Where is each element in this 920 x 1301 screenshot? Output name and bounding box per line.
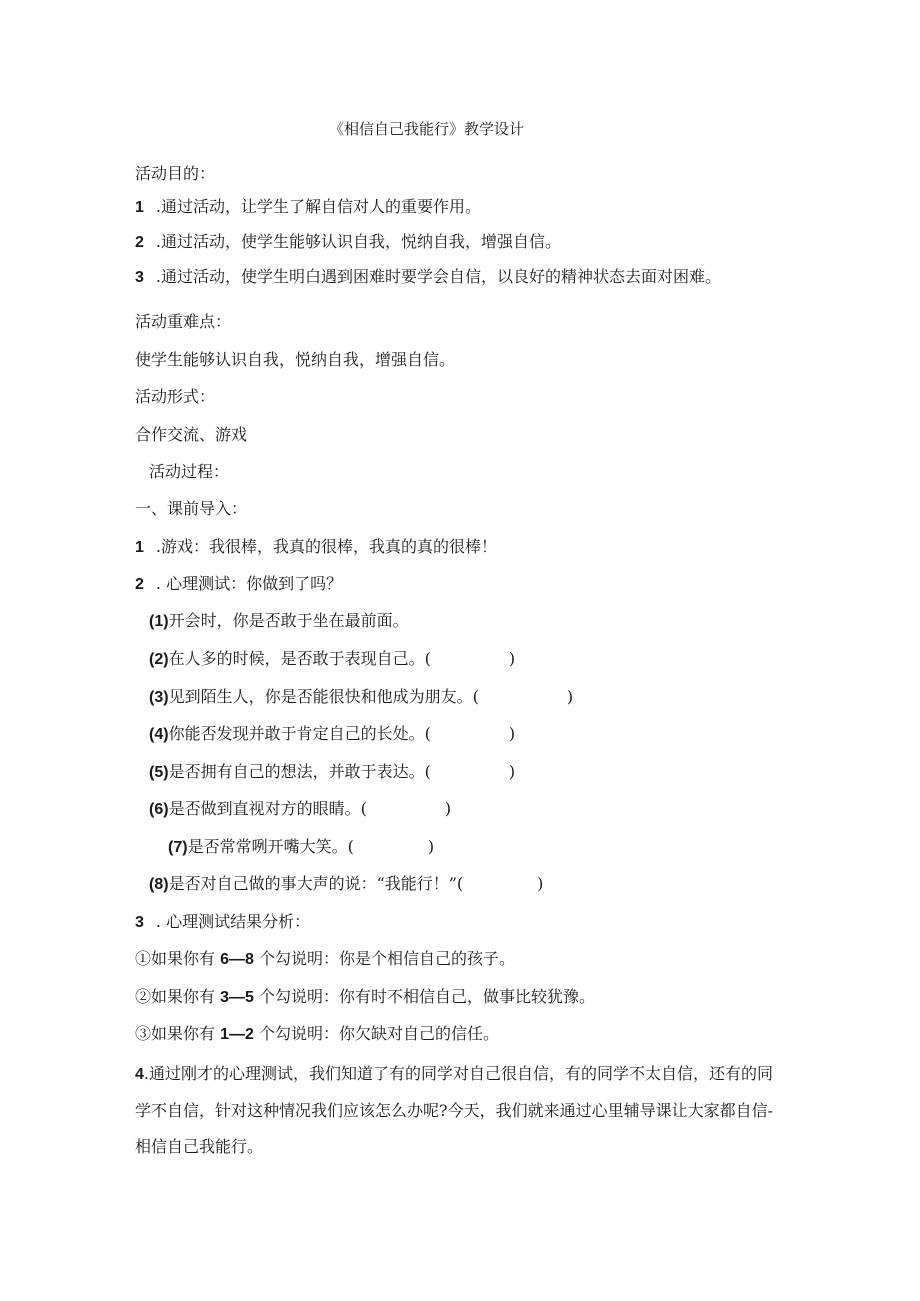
step-text: . 心理测试：你做到了吗？: [155, 574, 343, 593]
question-8: [149, 873, 543, 896]
result-mark: ②: [135, 987, 152, 1006]
question-number: (8): [149, 876, 169, 893]
question-text: 是否常常咧开嘴大笑。(: [187, 837, 354, 856]
answer-blank-close: ): [566, 687, 574, 706]
question-number: (5): [149, 764, 169, 781]
result-post: 个勾说明：你有时不相信自己，做事比较犹豫。: [253, 987, 595, 1006]
process-heading: 活动过程：: [149, 462, 230, 481]
result-post: 个勾说明：你是个相信自己的孩子。: [253, 949, 515, 968]
question-6: [149, 798, 451, 821]
question-1: [149, 610, 409, 633]
question-number: (4): [149, 726, 169, 743]
format-text: 合作交流、游戏: [135, 425, 248, 444]
result-2: [135, 986, 595, 1009]
question-text: 是否做到直视对方的眼睛。(: [168, 799, 367, 818]
section-1-heading: 一、课前导入：: [135, 499, 248, 518]
answer-blank-close: ): [508, 762, 516, 781]
question-number: (1): [149, 613, 169, 630]
key-points-text: 使学生能够认识自我，悦纳自我，增强自信。: [135, 350, 456, 369]
objective-text: .通过活动，使学生能够认识自我，悦纳自我，增强自信。: [155, 232, 561, 251]
document-title: 《相信自己我能行》教学设计: [329, 120, 525, 138]
question-number: (6): [149, 801, 169, 818]
question-text: 见到陌生人，你是否能很快和他成为朋友。(: [168, 687, 479, 706]
question-5: [149, 761, 515, 784]
step-number: 3: [135, 914, 144, 931]
objective-item-3: [135, 266, 721, 289]
question-text: 是否拥有自己的想法，并敢于表达。(: [168, 762, 431, 781]
question-number: (7): [168, 839, 188, 856]
step-text: .游戏：我很棒，我真的很棒，我真的真的很棒！: [155, 537, 497, 556]
result-pre: 如果你有: [151, 1024, 221, 1043]
question-4: [149, 723, 515, 746]
step-4-paragraph: [135, 1056, 775, 1165]
question-text: 你能否发现并敢于肯定自己的长处。(: [168, 724, 431, 743]
step-3: [135, 911, 310, 934]
question-number: (3): [149, 689, 169, 706]
objective-text: .通过活动，让学生了解自信对人的重要作用。: [155, 197, 481, 216]
result-range: 6—8: [220, 951, 254, 968]
answer-blank-close: ): [444, 799, 452, 818]
question-2: [149, 648, 515, 671]
result-mark: ①: [135, 949, 152, 968]
result-post: 个勾说明：你欠缺对自己的信任。: [253, 1024, 499, 1043]
step-1: [135, 536, 497, 559]
objective-item-2: [135, 231, 561, 254]
question-text: 开会时，你是否敢于坐在最前面。: [168, 611, 409, 630]
step-number: 4: [135, 1066, 144, 1083]
step-text: .通过刚才的心理测试，我们知道了有的同学对自己很自信，有的同学不太自信，还有的同学不自信，针对这种情况我们应该怎么办呢?今天，我们就来通过心里辅导课让大家都自信-相信自己我能行。: [135, 1064, 773, 1156]
question-3: [149, 686, 573, 709]
answer-blank-close: ): [508, 649, 516, 668]
result-1: [135, 948, 515, 971]
step-text: . 心理测试结果分析：: [155, 912, 311, 931]
question-text: 在人多的时候，是否敢于表现自己。(: [168, 649, 431, 668]
result-pre: 如果你有: [151, 987, 221, 1006]
question-7: [168, 836, 434, 859]
objective-text: .通过活动，使学生明白遇到困难时要学会自信，以良好的精神状态去面对困难。: [155, 267, 721, 286]
objectives-heading: 活动目的：: [135, 164, 216, 183]
result-mark: ③: [135, 1024, 152, 1043]
objective-number: 1: [135, 199, 144, 216]
step-number: 2: [135, 576, 144, 593]
answer-blank-close: ): [427, 837, 435, 856]
question-text: 是否对自己做的事大声的说：“我能行！”(: [168, 874, 464, 893]
key-points-heading: 活动重难点：: [135, 312, 232, 331]
objective-number: 2: [135, 234, 144, 251]
objective-number: 3: [135, 269, 144, 286]
result-3: [135, 1023, 499, 1046]
result-pre: 如果你有: [151, 949, 221, 968]
objective-item-1: [135, 196, 481, 219]
answer-blank-close: ): [537, 874, 544, 893]
result-range: 1—2: [220, 1026, 254, 1043]
answer-blank-close: ): [508, 724, 516, 743]
question-number: (2): [149, 651, 169, 668]
result-range: 3—5: [220, 989, 254, 1006]
step-2: [135, 573, 342, 596]
format-heading: 活动形式：: [135, 387, 216, 406]
step-number: 1: [135, 539, 144, 556]
